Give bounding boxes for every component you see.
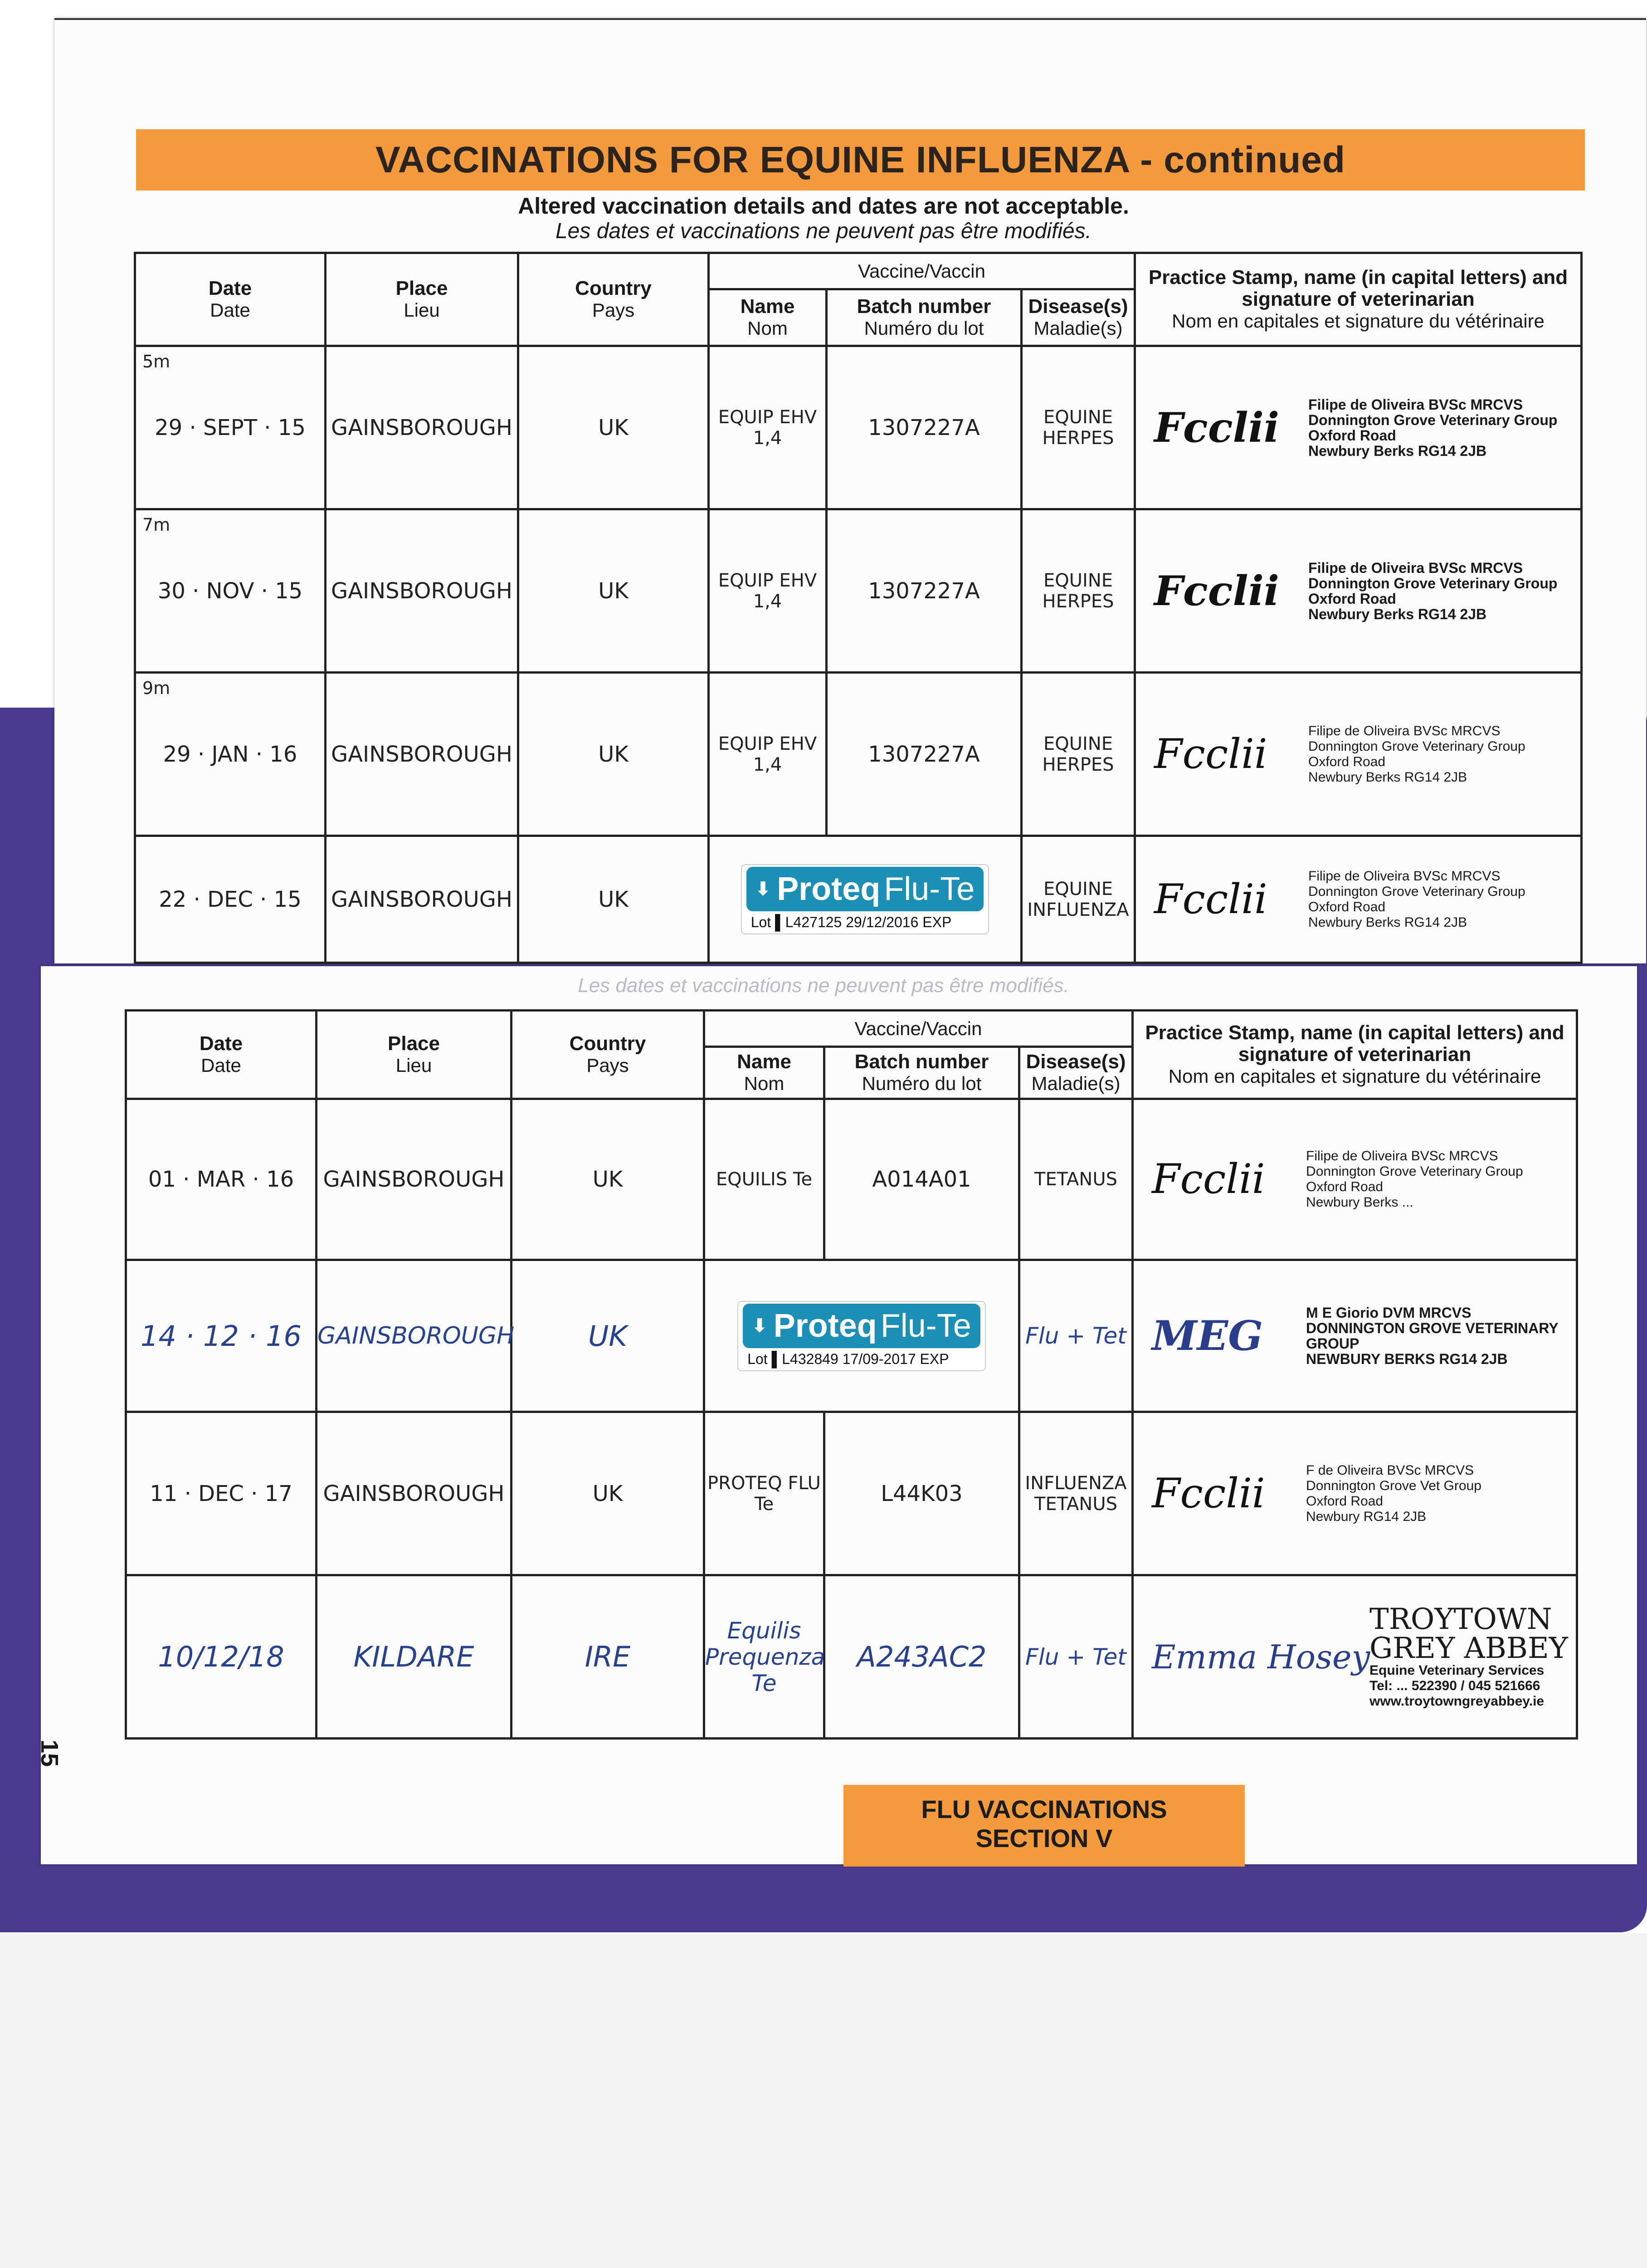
place-cell: GAINSBOROUGH: [317, 1099, 512, 1260]
table-row: [126, 1575, 1577, 1739]
page-number: 15: [36, 1740, 63, 1767]
table-row: [126, 1099, 1577, 1260]
disease-cell: EQUINE INFLUENZA: [1022, 836, 1135, 963]
vaccine-name-cell: EQUIP EHV 1,4: [709, 509, 827, 673]
date-cell: 10/12/18: [126, 1575, 317, 1739]
place-cell: GAINSBOROUGH: [317, 1260, 512, 1412]
country-cell: UK: [518, 836, 709, 963]
table-row: [126, 1412, 1577, 1575]
vet-signature: Fcclii: [1152, 1469, 1265, 1517]
vet-signature: Fcclii: [1154, 730, 1267, 778]
vaccine-name-cell: EQUIP EHV 1,4: [709, 673, 827, 836]
col-vaccine: Vaccine/Vaccin: [709, 253, 1135, 289]
vaccine-label-sticker-cell: [704, 1260, 1019, 1412]
place-cell: GAINSBOROUGH: [317, 1412, 512, 1575]
place-cell: GAINSBOROUGH: [326, 836, 518, 963]
country-cell: UK: [518, 673, 709, 836]
passport-cover-edge: [9, 1860, 1632, 1932]
date-cell: 11 · DEC · 17: [126, 1412, 317, 1575]
notice-french: Les dates et vaccinations ne peuvent pas être modifiés.: [555, 219, 1092, 243]
notice-french-faded: Les dates et vaccinations ne peuvent pas être modifiés.: [578, 974, 1069, 997]
table-row: [135, 509, 1582, 673]
table-row: [135, 673, 1582, 836]
date-cell: 7m 30 · NOV · 15: [135, 509, 326, 673]
table-row: [135, 346, 1582, 509]
batch-cell: 1307227A: [827, 346, 1022, 509]
col-date: Date Date: [135, 253, 326, 346]
vet-stamp-cell: MEG M E Giorio DVM MRCVS DONNINGTON GROVE VETERINARY GROUP NEWBURY BERKS RG14 2JB: [1133, 1260, 1577, 1412]
batch-cell: 1307227A: [827, 673, 1022, 836]
notice-english: Altered vaccination details and dates are not acceptable.: [518, 193, 1129, 219]
col-name: Name Nom: [704, 1047, 824, 1099]
vet-signature: Fcclii: [1154, 567, 1280, 615]
vet-stamp-cell: Fcclii Filipe de Oliveira BVSc MRCVS Donnington Grove Veterinary Group Oxford Road Newbury Berks RG14 2JB: [1135, 509, 1582, 673]
col-country: Country Pays: [512, 1011, 704, 1099]
col-batch: Batch number Numéro du lot: [827, 289, 1022, 346]
vaccine-sticker: ⬇ Proteq Flu-Te Lot ▌L432849 17/09-2017 EXP: [737, 1301, 986, 1371]
date-cell: 9m 29 · JAN · 16: [135, 673, 326, 836]
col-batch: Batch number Numéro du lot: [824, 1047, 1019, 1099]
disease-cell: TETANUS: [1019, 1099, 1133, 1260]
download-arrow-icon: ⬇: [755, 879, 771, 899]
section-label: FLU VACCINATIONS SECTION V: [843, 1785, 1245, 1867]
col-place: Place Lieu: [326, 253, 518, 346]
table-row: [135, 836, 1582, 963]
vaccine-name-cell: EQUILIS Te: [704, 1099, 824, 1260]
vet-stamp-cell: Fcclii Filipe de Oliveira BVSc MRCVS Donnington Grove Veterinary Group Oxford Road Newbury Berks RG14 2JB: [1135, 673, 1582, 836]
country-cell: UK: [518, 509, 709, 673]
date-cell: 22 · DEC · 15: [135, 836, 326, 963]
batch-cell: L44K03: [824, 1412, 1019, 1575]
col-disease: Disease(s) Maladie(s): [1022, 289, 1135, 346]
vet-stamp-cell: Emma Hosey TROYTOWN GREY ABBEY Equine Veterinary Services Tel: ... 522390 / 045 521666 www.troytowngreyabbey.ie: [1133, 1575, 1577, 1739]
date-cell: 5m 29 · SEPT · 15: [135, 346, 326, 509]
place-cell: GAINSBOROUGH: [326, 346, 518, 509]
vaccine-lot-line: Lot ▌L427125 29/12/2016 EXP: [750, 914, 952, 930]
country-cell: UK: [512, 1099, 704, 1260]
vet-signature: Fcclii: [1154, 403, 1280, 452]
country-cell: UK: [512, 1412, 704, 1575]
disease-cell: EQUINE HERPES: [1022, 346, 1135, 509]
col-stamp: Practice Stamp, name (in capital letters) and signature of veterinarian Nom en capitales et signature du vétérinaire: [1135, 253, 1582, 346]
table-row: [126, 1260, 1577, 1412]
country-cell: IRE: [512, 1575, 704, 1739]
batch-cell: A014A01: [824, 1099, 1019, 1260]
vet-stamp-cell: Fcclii Filipe de Oliveira BVSc MRCVS Donnington Grove Veterinary Group Oxford Road Newbury Berks RG14 2JB: [1135, 346, 1582, 509]
disease-cell: EQUINE HERPES: [1022, 509, 1135, 673]
date-cell: 14 · 12 · 16: [126, 1260, 317, 1412]
disease-cell: EQUINE HERPES: [1022, 673, 1135, 836]
vet-stamp-cell: Fcclii Filipe de Oliveira BVSc MRCVS Donnington Grove Veterinary Group Oxford Road Newbury Berks RG14 2JB: [1135, 836, 1582, 963]
section-banner: [136, 129, 1585, 191]
vet-stamp-cell: Fcclii F de Oliveira BVSc MRCVS Donnington Grove Vet Group Oxford Road Newbury RG14 2JB: [1133, 1412, 1577, 1575]
vaccine-name-cell: PROTEQ FLU Te: [704, 1412, 824, 1575]
col-name: Name Nom: [709, 289, 827, 346]
disease-cell: Flu + Tet: [1019, 1260, 1133, 1412]
batch-cell: 1307227A: [827, 509, 1022, 673]
download-arrow-icon: ⬇: [752, 1315, 767, 1336]
vaccine-lot-line: Lot ▌L432849 17/09-2017 EXP: [747, 1350, 949, 1367]
col-disease: Disease(s) Maladie(s): [1019, 1047, 1133, 1099]
batch-cell: A243AC2: [824, 1575, 1019, 1739]
vaccine-sticker: ⬇ Proteq Flu-Te Lot ▌L427125 29/12/2016 EXP: [741, 864, 989, 934]
vet-stamp-cell: Fcclii Filipe de Oliveira BVSc MRCVS Donnington Grove Veterinary Group Oxford Road Newbury Berks ...: [1133, 1099, 1577, 1260]
vaccine-label-sticker-cell: [709, 836, 1022, 963]
col-vaccine: Vaccine/Vaccin: [704, 1011, 1133, 1047]
banner-title: VACCINATIONS FOR EQUINE INFLUENZA - continued: [375, 139, 1345, 181]
vaccination-table-upper: [134, 252, 1583, 964]
vet-signature: Fcclii: [1154, 875, 1267, 923]
country-cell: UK: [518, 346, 709, 509]
place-cell: KILDARE: [317, 1575, 512, 1739]
vet-signature: Fcclii: [1152, 1155, 1265, 1203]
disease-cell: INFLUENZA TETANUS: [1019, 1412, 1133, 1575]
vet-signature: MEG: [1152, 1312, 1263, 1360]
scan-background: [0, 1933, 1647, 2268]
col-place: Place Lieu: [317, 1011, 512, 1099]
date-cell: 01 · MAR · 16: [126, 1099, 317, 1260]
col-country: Country Pays: [518, 253, 709, 346]
col-stamp: Practice Stamp, name (in capital letters) and signature of veterinarian Nom en capitales et signature du vétérinaire: [1133, 1011, 1577, 1099]
place-cell: GAINSBOROUGH: [326, 509, 518, 673]
vaccination-table-lower: [125, 1009, 1578, 1740]
vaccine-name-cell: EQUIP EHV 1,4: [709, 346, 827, 509]
country-cell: UK: [512, 1260, 704, 1412]
disease-cell: Flu + Tet: [1019, 1575, 1133, 1739]
col-date: Date Date: [126, 1011, 317, 1099]
vaccine-name-cell: Equilis Prequenza Te: [704, 1575, 824, 1739]
vet-signature: Emma Hosey: [1152, 1637, 1370, 1676]
place-cell: GAINSBOROUGH: [326, 673, 518, 836]
